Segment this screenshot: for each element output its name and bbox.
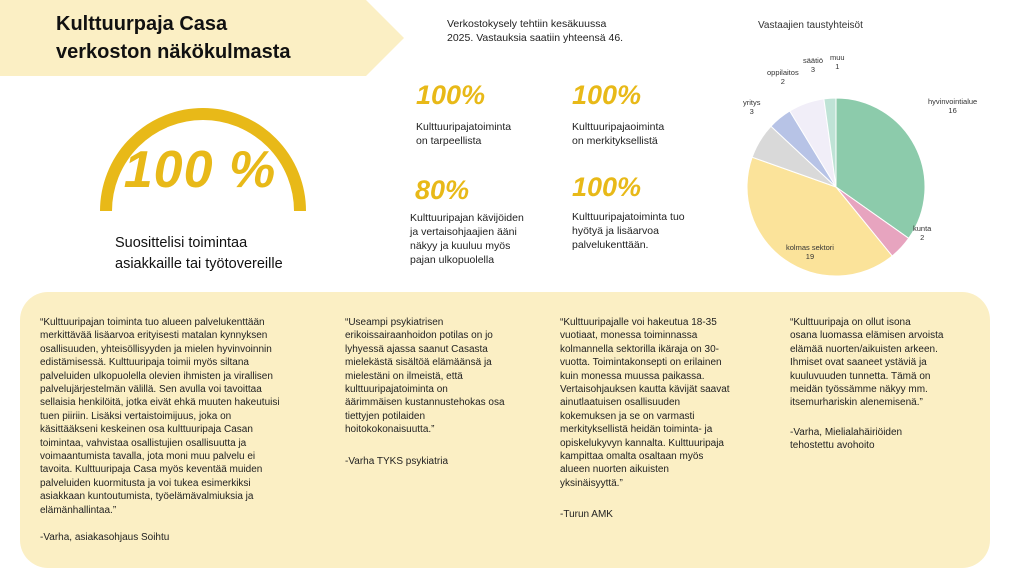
quote-line: Vertaisohjauksen kautta kävijät saavat	[560, 384, 730, 396]
stat-label-line: ja vertaisohjaajien ääni	[410, 226, 517, 238]
pie-label-name: kolmas sektori	[786, 243, 834, 252]
quotes-panel	[20, 292, 990, 568]
quote-soihtu	[40, 316, 330, 545]
quote-line: “Kulttuuripajalle voi hakeutua 18-35	[560, 317, 717, 328]
pie-label-name: yritys	[743, 98, 761, 107]
stat-value: 80%	[415, 175, 470, 205]
pie-label-name: kunta	[913, 224, 932, 233]
stat-necessary	[416, 80, 576, 148]
title-line-1: Kulttuurpaja Casa	[56, 13, 228, 35]
quote-line: merkittävää lisäarvoa erityisesti matalan kynnyksen	[40, 330, 268, 342]
stat-label-line: hyötyä ja lisäarvoa	[572, 225, 659, 237]
pie-svg	[720, 40, 1020, 280]
quote-line: toimintaa, vahvistaa osallistujien osallisuutta ja	[40, 437, 247, 449]
gauge-value: 100 %	[123, 141, 277, 199]
quote-source	[790, 426, 980, 453]
quote-line: “Useampi psykiatrisen	[345, 317, 444, 328]
quote-line: edistämisessä. Kulttuuripaja toimii myös siltana	[40, 357, 249, 369]
quote-line: vuotiaat, monessa toiminnassa	[560, 330, 698, 342]
quote-line: osana luomassa elämisen arvoista	[790, 330, 944, 342]
quote-text	[345, 316, 545, 437]
pie-label	[767, 68, 799, 86]
quote-line: kuuluvuuden tunnetta. Tämä on	[790, 370, 931, 382]
gauge-caption	[115, 233, 335, 275]
page-title	[56, 10, 376, 66]
pie-label-name: muu	[830, 53, 845, 62]
pie-label-value: 1	[835, 62, 840, 71]
quote-line: kolmannella sektorilla ikäraja on 30-	[560, 343, 719, 355]
pie-label-value: 3	[810, 65, 816, 74]
quote-line: palvelujärjestelmän välillä. Sen avulla voi tavoittaa	[40, 384, 262, 396]
quote-line: hoitokokonaisuutta.”	[345, 424, 435, 436]
quote-line: sellaisia henkilöitä, jotka eivät ehkä muuten hakeutuisi	[40, 397, 280, 409]
quote-text	[40, 316, 330, 517]
pie-label-name: säätiö	[803, 56, 824, 65]
quote-text	[560, 316, 775, 490]
stat-label-line: Kulttuuripajatoiminta	[416, 121, 512, 133]
quote-line: yksinäisyyttä.”	[560, 477, 623, 489]
stat-label-line: on merkityksellistä	[572, 135, 658, 147]
stat-label	[572, 210, 732, 252]
survey-note-line-2: 2025. Vastauksia saatiin yhteensä 46.	[447, 32, 624, 44]
pie-label	[786, 243, 834, 261]
quote-line: meidän työssämme näkyy mm.	[790, 384, 928, 396]
quote-line: palveluiden ulkopuolella olevien ihmisten ja virallisen	[40, 370, 273, 382]
pie-label-value: 16	[948, 106, 957, 115]
quote-line: ainutlaatuisen osallisuuden	[560, 397, 681, 409]
stat-label-line: palvelukenttään.	[572, 239, 649, 251]
quote-line: asiakkaan kuntoutumista, työelämävalmiuksia ja	[40, 491, 254, 503]
quote-line: voimaantumista tavalla, jota moni muu palvelu ei	[40, 451, 256, 463]
pie-label-name: hyvinvointialue	[928, 97, 978, 106]
stat-label-line: Kulttuuripajatoiminta tuo	[572, 211, 685, 223]
quote-source: -Varha TYKS psykiatria	[345, 455, 449, 467]
quote-line: merkityksellistä heidän toiminta- ja	[560, 424, 713, 436]
pie-label-value: 2	[920, 233, 925, 242]
quote-line: tavoita. Kulttuuripaja Casa myös keventää muiden	[40, 464, 263, 476]
quote-line: opiskelukyvyn kannalta. Kulttuuripaja	[560, 437, 724, 449]
quote-line: “Kulttuuripaja on ollut isona	[790, 317, 911, 328]
quote-source: -Varha, asiakasohjaus Soihtu	[40, 532, 170, 544]
pie-label	[803, 56, 823, 74]
gauge-caption-line-1: Suosittelisi toimintaa	[115, 235, 248, 251]
stat-meaningful	[572, 80, 732, 148]
survey-note-line-1: Verkostokysely tehtiin kesäkuussa	[447, 18, 607, 30]
stat-label-line: Kulttuuripajan kävijöiden	[410, 212, 524, 224]
quote-mielialahairio	[790, 316, 980, 453]
quote-line: äärimmäisen kustannustehokas osa	[345, 397, 505, 409]
pie-label-name: oppilaitos	[767, 68, 799, 77]
stat-label	[416, 120, 576, 148]
stat-label-line: pajan ulkopuolella	[410, 254, 495, 266]
quote-line: kuin monessa muussa paikassa.	[560, 370, 705, 382]
quote-line: osallisuuden, yhteisöllisyyden ja mielen hyvinvoinnin	[40, 343, 272, 355]
pie-label	[830, 53, 845, 71]
pie-label	[913, 224, 931, 242]
quote-line: tuen piiriin. Lisäksi vertaistoimijuus, joka on	[40, 410, 232, 422]
quote-line: elämää nuorten/aikuisten arkeen.	[790, 343, 938, 355]
quote-line: “Kulttuuripajan toiminta tuo alueen palvelukenttään	[40, 317, 265, 328]
quote-line: kokemuksen ja se on varmasti	[560, 410, 695, 422]
stat-voice-heard	[410, 175, 570, 267]
pie-label	[743, 98, 761, 116]
pie-label-value: 3	[749, 107, 754, 116]
pie-label-value: 2	[780, 77, 785, 86]
title-line-2: verkoston näkökulmasta	[56, 41, 291, 63]
quote-line: Ihmiset ovat saaneet ystäviä ja	[790, 357, 927, 369]
quote-line: mielekästä sisältöä elämäänsä ja	[345, 357, 492, 369]
survey-note	[447, 17, 657, 45]
stat-label-line: on tarpeellista	[416, 135, 482, 147]
pie-chart	[720, 40, 1020, 280]
stat-value: 100%	[572, 172, 642, 202]
quote-line: elämänhallintaa.”	[40, 504, 117, 516]
quote-line: palveluiden kuormitusta ja voi tukea esimerkiksi	[40, 477, 251, 489]
quote-line: alueen nuorten aikuisten	[560, 464, 669, 476]
stat-label-line: näkyy ja kuuluu myös	[410, 240, 511, 252]
quote-text	[790, 316, 980, 410]
stat-added-value	[572, 172, 732, 252]
quote-line: vuotta. Toimintakonsepti on erilainen	[560, 357, 722, 369]
quote-tyks	[345, 316, 545, 468]
chart-title: Vastaajien taustyhteisöt	[758, 20, 863, 31]
quote-line: kampittaa omalta osaltaan myös	[560, 451, 704, 463]
quote-source: -Turun AMK	[560, 509, 613, 521]
quote-source-line: -Varha, Mielialahäiriöiden	[790, 426, 903, 438]
quote-line: käsittääkseni keskeinen osa kulttuuripaja Casan	[40, 424, 253, 436]
quote-line: mielestäni on ilmeistä, että	[345, 370, 463, 382]
stat-value: 100%	[572, 80, 642, 110]
quote-line: kulttuuripajatoiminta on	[345, 384, 448, 396]
quote-line: lyhyessä ajassa saanut Casasta	[345, 343, 488, 355]
stat-label	[572, 120, 732, 148]
pie-label-value: 19	[805, 252, 815, 261]
quote-line: tiettyjen potilaiden	[345, 410, 426, 422]
quote-turun-amk	[560, 316, 775, 522]
gauge-caption-line-2: asiakkaille tai työtovereille	[115, 256, 283, 272]
stat-label-line: Kulttuuripajaoiminta	[572, 121, 665, 133]
pie-label	[928, 97, 977, 115]
quote-source-line: tehostettu avohoito	[790, 440, 875, 452]
quote-line: erikoissairaanhoidon potilas on jo	[345, 330, 493, 342]
quote-line: itsemurhariskin alenemisenä.”	[790, 397, 923, 409]
stat-label	[410, 211, 570, 267]
stat-value: 100%	[416, 80, 486, 110]
